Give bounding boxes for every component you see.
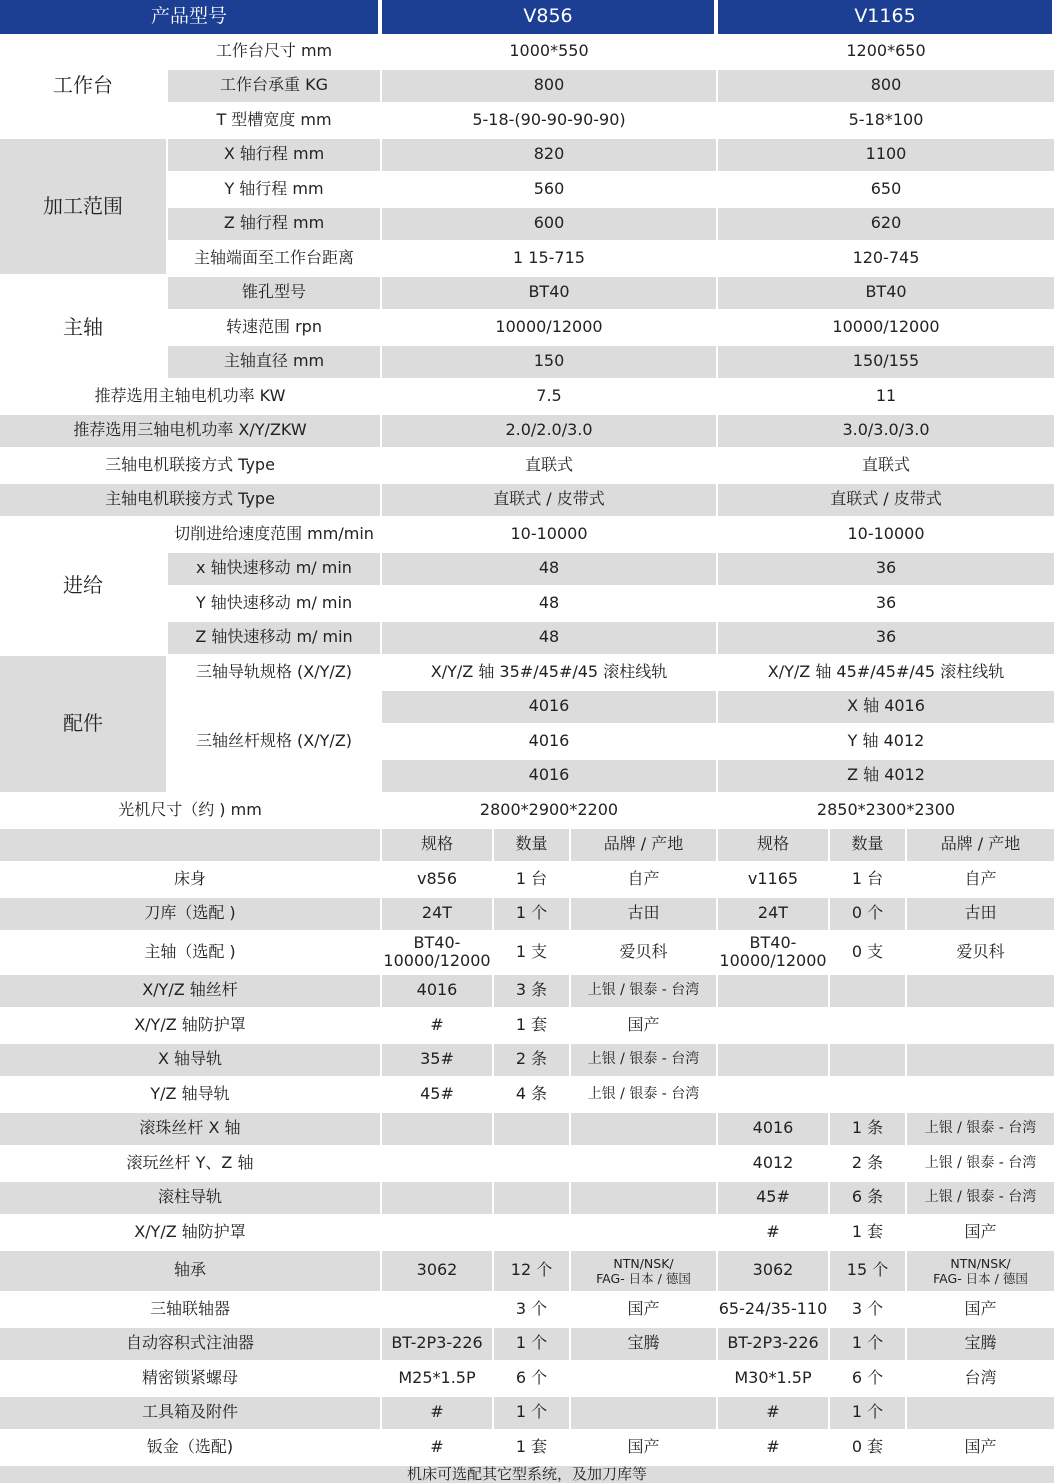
part-qty-v1165: 0 套 bbox=[830, 1431, 905, 1463]
part-qty-v1165: 1 个 bbox=[830, 1328, 905, 1360]
part-brand-v856: 上银 / 银泰 - 台湾 bbox=[571, 1044, 716, 1076]
part-brand-v856: 上银 / 银泰 - 台湾 bbox=[571, 975, 716, 1007]
part-spec-v1165: 24T bbox=[718, 898, 828, 930]
part-qty-v856: 1 台 bbox=[494, 863, 569, 895]
part-spec-v1165 bbox=[718, 1009, 828, 1041]
spec-value-v1165: X/Y/Z 轴 45#/45#/45 滚柱线轨 bbox=[718, 656, 1054, 688]
part-spec-v1165: BT40- 10000/12000 bbox=[719, 932, 827, 970]
parts-header-qty-v856: 数量 bbox=[494, 829, 569, 861]
part-qty-v856: 1 套 bbox=[494, 1431, 569, 1463]
spec-label: 转速范围 rpn bbox=[168, 311, 380, 343]
part-spec-v856: v856 bbox=[382, 863, 492, 895]
part-qty-v1165: 3 个 bbox=[830, 1293, 905, 1325]
spec-value-v856: 10-10000 bbox=[382, 518, 716, 550]
part-spec-v1165: # bbox=[718, 1216, 828, 1248]
spec-label: 主轴直径 mm bbox=[168, 346, 380, 378]
part-brand-v856: 上银 / 银泰 - 台湾 bbox=[571, 1078, 716, 1110]
part-brand-v856: 爱贝科 bbox=[571, 932, 716, 972]
part-spec-v856: 35# bbox=[382, 1044, 492, 1076]
spec-value-v1165: 直联式 / 皮带式 bbox=[718, 484, 1054, 516]
part-brand-v856 bbox=[571, 1216, 716, 1248]
part-brand-v1165: 台湾 bbox=[907, 1362, 1054, 1394]
part-qty-v1165 bbox=[830, 1078, 905, 1110]
part-qty-v856: 12 个 bbox=[494, 1251, 569, 1291]
part-qty-v856: 1 个 bbox=[494, 1397, 569, 1429]
part-qty-v856: 6 个 bbox=[494, 1362, 569, 1394]
part-spec-v856: 45# bbox=[382, 1078, 492, 1110]
footer-note: 机床可选配其它型系统，及加刀库等 bbox=[0, 1466, 1054, 1483]
part-spec-v1165: BT-2P3-226 bbox=[718, 1328, 828, 1360]
spec-value-v856: 560 bbox=[382, 173, 716, 205]
spec-label: 三轴电机联接方式 Type bbox=[0, 449, 380, 481]
spec-label: x 轴快速移动 m/ min bbox=[168, 553, 380, 585]
spec-label: 三轴导轨规格 (X/Y/Z) bbox=[168, 656, 380, 688]
part-name: 三轴联轴器 bbox=[0, 1293, 380, 1325]
category-travel: 加工范围 bbox=[0, 139, 166, 275]
part-spec-v856: BT40- 10000/12000 bbox=[383, 932, 491, 970]
part-spec-v856 bbox=[382, 1293, 492, 1325]
part-brand-v856 bbox=[571, 1397, 716, 1429]
part-brand-v856: 国产 bbox=[571, 1009, 716, 1041]
spec-value-v856: 2.0/2.0/3.0 bbox=[382, 415, 716, 447]
spec-value-v856: 800 bbox=[382, 70, 716, 102]
part-qty-v1165 bbox=[830, 1044, 905, 1076]
part-qty-v856: 3 条 bbox=[494, 975, 569, 1007]
part-qty-v1165: 1 个 bbox=[830, 1397, 905, 1429]
spec-value-v856: 4016 bbox=[382, 725, 716, 757]
part-brand-v1165: 古田 bbox=[907, 898, 1054, 930]
spec-value-v1165: 5-18*100 bbox=[718, 104, 1054, 136]
part-spec-v856 bbox=[382, 1182, 492, 1214]
part-brand-v1165: 上银 / 银泰 - 台湾 bbox=[907, 1182, 1054, 1214]
part-qty-v856 bbox=[494, 1216, 569, 1248]
part-qty-v856: 1 套 bbox=[494, 1009, 569, 1041]
spec-label: Y 轴行程 mm bbox=[168, 173, 380, 205]
part-spec-v1165: 4016 bbox=[718, 1113, 828, 1145]
part-spec-v856: 24T bbox=[382, 898, 492, 930]
spec-value-v1165: 11 bbox=[718, 380, 1054, 412]
spec-value-v1165: BT40 bbox=[718, 277, 1054, 309]
part-spec-v1165: # bbox=[718, 1397, 828, 1429]
spec-value-v856: 直联式 / 皮带式 bbox=[382, 484, 716, 516]
part-name: 主轴（选配 ) bbox=[0, 932, 380, 972]
part-qty-v1165: 1 套 bbox=[830, 1216, 905, 1248]
part-spec-v856: # bbox=[382, 1431, 492, 1463]
spec-value-v1165: 36 bbox=[718, 587, 1054, 619]
part-qty-v856: 1 支 bbox=[494, 932, 569, 972]
part-qty-v856: 1 个 bbox=[494, 1328, 569, 1360]
part-brand-v1165: 爱贝科 bbox=[907, 932, 1054, 972]
spec-label: 工作台尺寸 mm bbox=[168, 35, 380, 67]
spec-label: Z 轴快速移动 m/ min bbox=[168, 622, 380, 654]
part-qty-v1165: 15 个 bbox=[830, 1251, 905, 1291]
part-brand-v1165 bbox=[907, 1397, 1054, 1429]
spec-label: 主轴电机联接方式 Type bbox=[0, 484, 380, 516]
spec-value-v856: 600 bbox=[382, 208, 716, 240]
spec-value-v856: 4016 bbox=[382, 760, 716, 792]
part-brand-v856 bbox=[571, 1113, 716, 1145]
part-spec-v1165 bbox=[718, 1044, 828, 1076]
parts-header-brand-v1165: 品牌 / 产地 bbox=[907, 829, 1054, 861]
spec-value-v856: 48 bbox=[382, 553, 716, 585]
spec-label: 切削进给速度范围 mm/min bbox=[168, 518, 380, 550]
spec-value-v856: 4016 bbox=[382, 691, 716, 723]
part-brand-v1165: 上银 / 银泰 - 台湾 bbox=[907, 1147, 1054, 1179]
part-qty-v1165: 0 支 bbox=[830, 932, 905, 972]
parts-header-brand-v856: 品牌 / 产地 bbox=[571, 829, 716, 861]
spec-value-v1165: 1100 bbox=[718, 139, 1054, 171]
part-spec-v1165: 3062 bbox=[718, 1251, 828, 1291]
spec-value-v856: 820 bbox=[382, 139, 716, 171]
parts-header-spec-v856: 规格 bbox=[382, 829, 492, 861]
category-worktable: 工作台 bbox=[0, 35, 166, 136]
spec-value-v1165: 650 bbox=[718, 173, 1054, 205]
spec-value-v856: 5-18-(90-90-90-90) bbox=[382, 104, 716, 136]
part-spec-v856 bbox=[382, 1113, 492, 1145]
spec-value-v1165: Y 轴 4012 bbox=[718, 725, 1054, 757]
spec-value-v856: 2800*2900*2200 bbox=[382, 794, 716, 826]
part-name: 滚珠丝杆 X 轴 bbox=[0, 1113, 380, 1145]
spec-label: 推荐选用三轴电机功率 X/Y/ZKW bbox=[0, 415, 380, 447]
part-qty-v856 bbox=[494, 1182, 569, 1214]
spec-value-v856: 150 bbox=[382, 346, 716, 378]
part-brand-v1165: 国产 bbox=[907, 1431, 1054, 1463]
spec-value-v1165: 10000/12000 bbox=[718, 311, 1054, 343]
spec-value-v1165: 36 bbox=[718, 622, 1054, 654]
spec-label: 三轴丝杆规格 (X/Y/Z) bbox=[168, 691, 380, 792]
spec-value-v1165: 3.0/3.0/3.0 bbox=[718, 415, 1054, 447]
category-spindle: 主轴 bbox=[0, 277, 166, 378]
part-spec-v1165: # bbox=[718, 1431, 828, 1463]
part-name: 钣金（选配) bbox=[0, 1431, 380, 1463]
part-brand-v1165 bbox=[907, 975, 1054, 1007]
part-brand-v856: 古田 bbox=[571, 898, 716, 930]
part-brand-v1165: 国产 bbox=[907, 1293, 1054, 1325]
part-qty-v1165: 1 条 bbox=[830, 1113, 905, 1145]
parts-header-qty-v1165: 数量 bbox=[830, 829, 905, 861]
part-spec-v856: M25*1.5P bbox=[382, 1362, 492, 1394]
part-brand-v856 bbox=[571, 1362, 716, 1394]
part-spec-v856 bbox=[382, 1216, 492, 1248]
header-product-model: 产品型号 bbox=[0, 0, 380, 34]
spec-value-v1165: 10-10000 bbox=[718, 518, 1054, 550]
spec-label: T 型槽宽度 mm bbox=[168, 104, 380, 136]
spec-label: X 轴行程 mm bbox=[168, 139, 380, 171]
part-qty-v856 bbox=[494, 1113, 569, 1145]
part-name: 自动容积式注油器 bbox=[0, 1328, 380, 1360]
spec-value-v856: 1000*550 bbox=[382, 35, 716, 67]
part-qty-v856 bbox=[494, 1147, 569, 1179]
part-spec-v1165: 45# bbox=[718, 1182, 828, 1214]
spec-label: 推荐选用主轴电机功率 KW bbox=[0, 380, 380, 412]
spec-value-v1165: 800 bbox=[718, 70, 1054, 102]
part-name: X/Y/Z 轴防护罩 bbox=[0, 1216, 380, 1248]
spec-value-v856: 1 15-715 bbox=[382, 242, 716, 274]
spec-value-v1165: 120-745 bbox=[718, 242, 1054, 274]
part-brand-v856: 自产 bbox=[571, 863, 716, 895]
spec-value-v1165: 直联式 bbox=[718, 449, 1054, 481]
part-name: 刀库（选配 ) bbox=[0, 898, 380, 930]
part-spec-v856 bbox=[382, 1147, 492, 1179]
part-name: 滚柱导轨 bbox=[0, 1182, 380, 1214]
spec-value-v856: 直联式 bbox=[382, 449, 716, 481]
part-name: X/Y/Z 轴防护罩 bbox=[0, 1009, 380, 1041]
spec-label: 主轴端面至工作台距离 bbox=[168, 242, 380, 274]
spec-value-v1165: X 轴 4016 bbox=[718, 691, 1054, 723]
parts-header-blank bbox=[0, 829, 380, 861]
part-qty-v856: 4 条 bbox=[494, 1078, 569, 1110]
spec-value-v856: 7.5 bbox=[382, 380, 716, 412]
spec-value-v1165: 1200*650 bbox=[718, 35, 1054, 67]
part-spec-v1165 bbox=[718, 1078, 828, 1110]
part-brand-v856 bbox=[571, 1182, 716, 1214]
part-spec-v856: 4016 bbox=[382, 975, 492, 1007]
header-model-v856: V856 bbox=[382, 0, 716, 34]
part-brand-v1165 bbox=[907, 1009, 1054, 1041]
category-accessories: 配件 bbox=[0, 656, 166, 792]
part-name: 床身 bbox=[0, 863, 380, 895]
part-name: 滚玩丝杆 Y、Z 轴 bbox=[0, 1147, 380, 1179]
parts-header-spec-v1165: 规格 bbox=[718, 829, 828, 861]
part-spec-v1165: M30*1.5P bbox=[718, 1362, 828, 1394]
spec-label: 光机尺寸（约 ) mm bbox=[0, 794, 380, 826]
spec-value-v856: 48 bbox=[382, 587, 716, 619]
part-qty-v856: 2 条 bbox=[494, 1044, 569, 1076]
part-qty-v1165: 1 台 bbox=[830, 863, 905, 895]
part-brand-v1165: NTN/NSK/ FAG- 日本 / 德国 bbox=[907, 1251, 1054, 1291]
part-name: X/Y/Z 轴丝杆 bbox=[0, 975, 380, 1007]
part-brand-v1165 bbox=[907, 1078, 1054, 1110]
spec-value-v856: 48 bbox=[382, 622, 716, 654]
part-qty-v1165: 6 个 bbox=[830, 1362, 905, 1394]
spec-value-v1165: 36 bbox=[718, 553, 1054, 585]
category-feed: 进给 bbox=[0, 518, 166, 654]
part-brand-v1165: 自产 bbox=[907, 863, 1054, 895]
part-qty-v1165: 6 条 bbox=[830, 1182, 905, 1214]
part-spec-v856: # bbox=[382, 1397, 492, 1429]
spec-label: 锥孔型号 bbox=[168, 277, 380, 309]
part-brand-v856 bbox=[571, 1147, 716, 1179]
spec-value-v1165: 150/155 bbox=[718, 346, 1054, 378]
part-qty-v856: 1 个 bbox=[494, 898, 569, 930]
part-name: 轴承 bbox=[0, 1251, 380, 1291]
part-qty-v1165: 2 条 bbox=[830, 1147, 905, 1179]
part-name: 精密锁紧螺母 bbox=[0, 1362, 380, 1394]
part-brand-v856: 国产 bbox=[571, 1293, 716, 1325]
part-brand-v1165: 上银 / 银泰 - 台湾 bbox=[907, 1113, 1054, 1145]
spec-value-v1165: Z 轴 4012 bbox=[718, 760, 1054, 792]
part-brand-v856: NTN/NSK/ FAG- 日本 / 德国 bbox=[571, 1251, 716, 1291]
spec-value-v856: BT40 bbox=[382, 277, 716, 309]
spec-label: 工作台承重 KG bbox=[168, 70, 380, 102]
part-qty-v1165 bbox=[830, 1009, 905, 1041]
part-spec-v1165: v1165 bbox=[718, 863, 828, 895]
part-spec-v856: 3062 bbox=[382, 1251, 492, 1291]
part-spec-v1165: 65-24/35-110 bbox=[718, 1293, 828, 1325]
part-brand-v1165 bbox=[907, 1044, 1054, 1076]
part-qty-v1165 bbox=[830, 975, 905, 1007]
spec-value-v856: X/Y/Z 轴 35#/45#/45 滚柱线轨 bbox=[382, 656, 716, 688]
part-name: Y/Z 轴导轨 bbox=[0, 1078, 380, 1110]
part-name: 工具箱及附件 bbox=[0, 1397, 380, 1429]
part-brand-v1165: 宝腾 bbox=[907, 1328, 1054, 1360]
spec-value-v1165: 2850*2300*2300 bbox=[718, 794, 1054, 826]
part-spec-v1165: 4012 bbox=[718, 1147, 828, 1179]
part-spec-v1165 bbox=[718, 975, 828, 1007]
part-qty-v1165: 0 个 bbox=[830, 898, 905, 930]
spec-value-v1165: 620 bbox=[718, 208, 1054, 240]
part-spec-v856: BT-2P3-226 bbox=[382, 1328, 492, 1360]
spec-label: Y 轴快速移动 m/ min bbox=[168, 587, 380, 619]
spec-label: Z 轴行程 mm bbox=[168, 208, 380, 240]
part-brand-v856: 宝腾 bbox=[571, 1328, 716, 1360]
part-name: X 轴导轨 bbox=[0, 1044, 380, 1076]
part-spec-v856: # bbox=[382, 1009, 492, 1041]
spec-value-v856: 10000/12000 bbox=[382, 311, 716, 343]
part-brand-v1165: 国产 bbox=[907, 1216, 1054, 1248]
part-qty-v856: 3 个 bbox=[494, 1293, 569, 1325]
part-brand-v856: 国产 bbox=[571, 1431, 716, 1463]
header-model-v1165: V1165 bbox=[718, 0, 1054, 34]
